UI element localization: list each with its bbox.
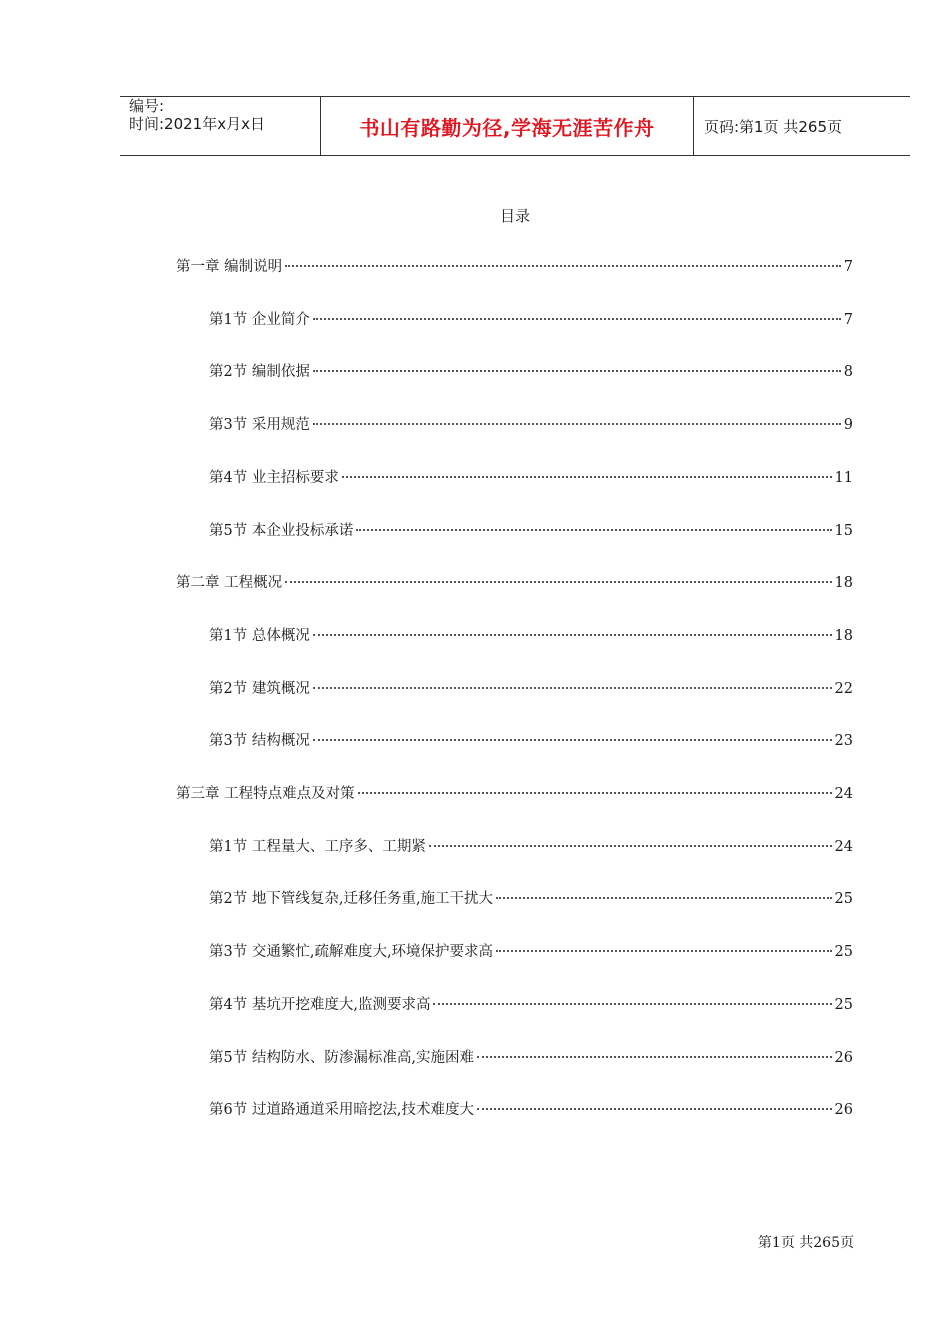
toc-entry-page: 18 (834, 575, 853, 591)
toc-section-entry[interactable] (209, 361, 853, 383)
toc-dot-leader (285, 265, 841, 267)
toc-dot-leader (496, 897, 831, 899)
document-date: 时间:2021年x月x日 (129, 115, 265, 133)
toc-entry-label: 第1节 企业简介 (209, 312, 310, 328)
toc-chapter-entry[interactable] (176, 783, 853, 805)
toc-entry-page: 25 (834, 997, 853, 1013)
toc-entry-label: 第2节 编制依据 (209, 364, 310, 380)
document-number: 编号: (129, 97, 165, 115)
toc-entry-label: 第5节 本企业投标承诺 (209, 523, 354, 539)
toc-section-entry[interactable] (209, 625, 853, 647)
toc-entry-page: 25 (834, 944, 853, 960)
page-header (120, 96, 910, 156)
toc-dot-leader (477, 1056, 832, 1058)
toc-chapter-entry[interactable] (176, 572, 853, 594)
header-motto-cell (321, 97, 694, 155)
toc-entry-page: 25 (834, 891, 853, 907)
toc-entry-label: 第5节 结构防水、防渗漏标准高,实施困难 (209, 1050, 474, 1066)
toc-dot-leader (313, 739, 832, 741)
toc-dot-leader (313, 634, 832, 636)
toc-dot-leader (342, 476, 832, 478)
toc-section-entry[interactable] (209, 730, 853, 752)
toc-entry-label: 第6节 过道路通道采用暗挖法,技术难度大 (209, 1102, 474, 1118)
toc-dot-leader (358, 792, 832, 794)
header-motto: 书山有路勤为径,学海无涯苦作舟 (359, 115, 655, 140)
toc-entry-label: 第4节 业主招标要求 (209, 470, 339, 486)
toc-entry-label: 第4节 基坑开挖难度大,监测要求高 (209, 997, 431, 1013)
toc-section-entry[interactable] (209, 520, 853, 542)
toc-entry-page: 26 (834, 1102, 853, 1118)
toc-section-entry[interactable] (209, 941, 853, 963)
header-page-info: 页码:第1页 共265页 (704, 117, 842, 136)
toc-entry-label: 第1节 总体概况 (209, 628, 310, 644)
toc-entry-label: 第2节 地下管线复杂,迁移任务重,施工干扰大 (209, 891, 494, 907)
header-page-cell (694, 97, 910, 155)
toc-entry-page: 15 (834, 523, 853, 539)
toc-entry-page: 8 (843, 364, 853, 380)
toc-entry-label: 第2节 建筑概况 (209, 681, 310, 697)
toc-entry-label: 第3节 采用规范 (209, 417, 310, 433)
toc-dot-leader (313, 687, 832, 689)
toc-entry-label: 第一章 编制说明 (176, 259, 283, 275)
toc-entry-label: 第三章 工程特点难点及对策 (176, 786, 355, 802)
toc-entry-page: 23 (834, 733, 853, 749)
toc-section-entry[interactable] (209, 309, 853, 331)
toc-entry-page: 24 (834, 786, 853, 802)
toc-dot-leader (313, 370, 841, 372)
toc-dot-leader (313, 318, 841, 320)
toc-dot-leader (477, 1108, 832, 1110)
header-meta (120, 97, 321, 155)
toc-section-entry[interactable] (209, 414, 853, 436)
toc-dot-leader (429, 845, 832, 847)
toc-entry-page: 11 (834, 470, 853, 486)
toc-entry-page: 24 (834, 839, 853, 855)
toc-title: 目录 (499, 207, 530, 225)
toc-section-entry[interactable] (209, 994, 853, 1016)
toc-section-entry[interactable] (209, 836, 853, 858)
toc-dot-leader (313, 423, 841, 425)
toc-section-entry[interactable] (209, 1099, 853, 1121)
toc-entry-label: 第3节 交通繁忙,疏解难度大,环境保护要求高 (209, 944, 494, 960)
toc-section-entry[interactable] (209, 1047, 853, 1069)
toc-dot-leader (356, 529, 831, 531)
toc-dot-leader (496, 950, 831, 952)
toc-entry-page: 22 (834, 681, 853, 697)
toc-section-entry[interactable] (209, 888, 853, 910)
toc-entry-page: 26 (834, 1050, 853, 1066)
toc-dot-leader (433, 1003, 831, 1005)
toc-dot-leader (285, 581, 831, 583)
toc-section-entry[interactable] (209, 467, 853, 489)
toc-entry-label: 第3节 结构概况 (209, 733, 310, 749)
footer-page-info: 第1页 共265页 (757, 1235, 854, 1251)
toc-chapter-entry[interactable] (176, 256, 853, 278)
toc-entry-label: 第1节 工程量大、工序多、工期紧 (209, 839, 426, 855)
toc-section-entry[interactable] (209, 678, 853, 700)
toc-entry-page: 9 (843, 417, 853, 433)
toc-entry-page: 7 (843, 312, 853, 328)
toc-entry-page: 18 (834, 628, 853, 644)
toc-entry-page: 7 (843, 259, 853, 275)
toc-entry-label: 第二章 工程概况 (176, 575, 283, 591)
